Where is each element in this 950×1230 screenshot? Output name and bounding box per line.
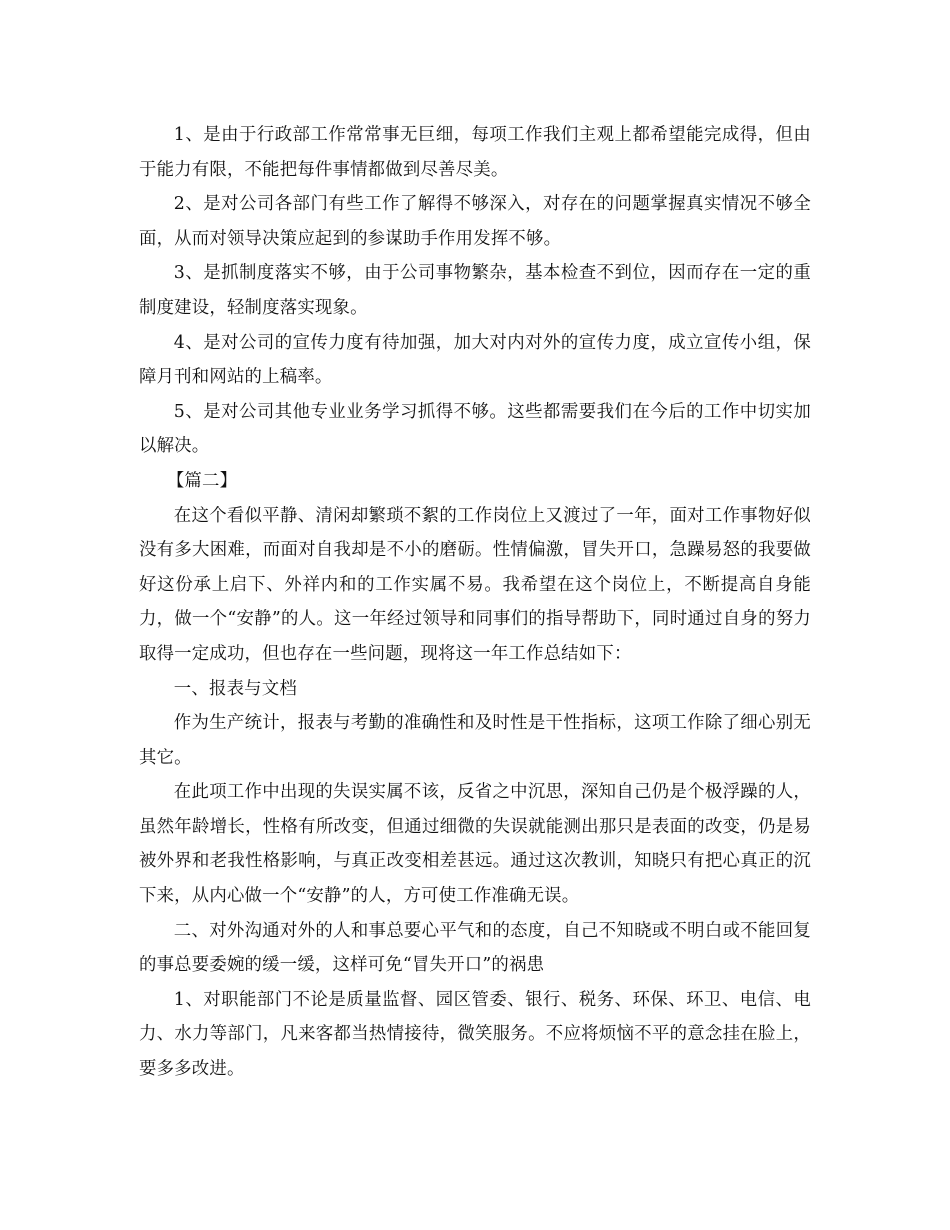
section-heading: 【篇二】	[166, 470, 238, 491]
paragraph-departments: 1、对职能部门不论是质量监督、园区管委、银行、税务、环保、环卫、电信、电力、水力等部门，凡来客都当热情接待，微笑服务。不应将烦恼不平的意念挂在脸上，要多多改进。	[139, 989, 811, 1080]
paragraph-4: 4、是对公司的宣传力度有待加强，加大对内对外的宣传力度，成立宣传小组，保障月刊和网站的上稿率。	[139, 332, 811, 388]
paragraph-reflection: 在此项工作中出现的失误实属不该，反省之中沉思，深知自己仍是个极浮躁的人，虽然年龄增长，性格有所改变，但通过细微的失误就能测出那只是表面的改变，仍是易被外界和老我性格影响，与真正改变相差甚远。通过这次教训，知晓只有把心真正的沉下来，从内心做一个“安静”的人，方可使工作准确无误。	[139, 782, 811, 907]
paragraph-1: 1、是由于行政部工作常常事无巨细，每项工作我们主观上都希望能完成得，但由于能力有限，不能把每件事情都做到尽善尽美。	[139, 125, 811, 180]
paragraph-communication: 二、对外沟通对外的人和事总要心平气和的态度，自己不知晓或不明白或不能回复的事总要委婉的缓一缓，这样可免“冒失开口”的祸患	[139, 920, 811, 976]
document-body	[139, 118, 811, 1087]
subheading-reports: 一、报表与文档	[173, 678, 297, 699]
paragraph-intro: 在这个看似平静、清闲却繁琐不絮的工作岗位上又渡过了一年，面对工作事物好似没有多大困难，而面对自我却是不小的磨砺。性情偏激，冒失开口，急躁易怒的我要做好这份承上启下、外祥内和的工作实属不易。我希望在这个岗位上，不断提高自身能力，做一个“安静”的人。这一年经过领导和同事们的指导帮助下，同时通过自身的努力取得一定成功，但也存在一些问题，现将这一年工作总结如下：	[139, 505, 811, 664]
paragraph-3: 3、是抓制度落实不够，由于公司事物繁杂，基本检查不到位，因而存在一定的重制度建设，轻制度落实现象。	[139, 263, 811, 318]
paragraph-2: 2、是对公司各部门有些工作了解得不够深入，对存在的问题掌握真实情况不够全面，从而对领导决策应起到的参谋助手作用发挥不够。	[139, 194, 811, 249]
paragraph-5: 5、是对公司其他专业业务学习抓得不够。这些都需要我们在今后的工作中切实加以解决。	[139, 401, 811, 457]
paragraph-statistics: 作为生产统计，报表与考勤的准确性和及时性是干性指标，这项工作除了细心别无其它。	[139, 713, 811, 768]
